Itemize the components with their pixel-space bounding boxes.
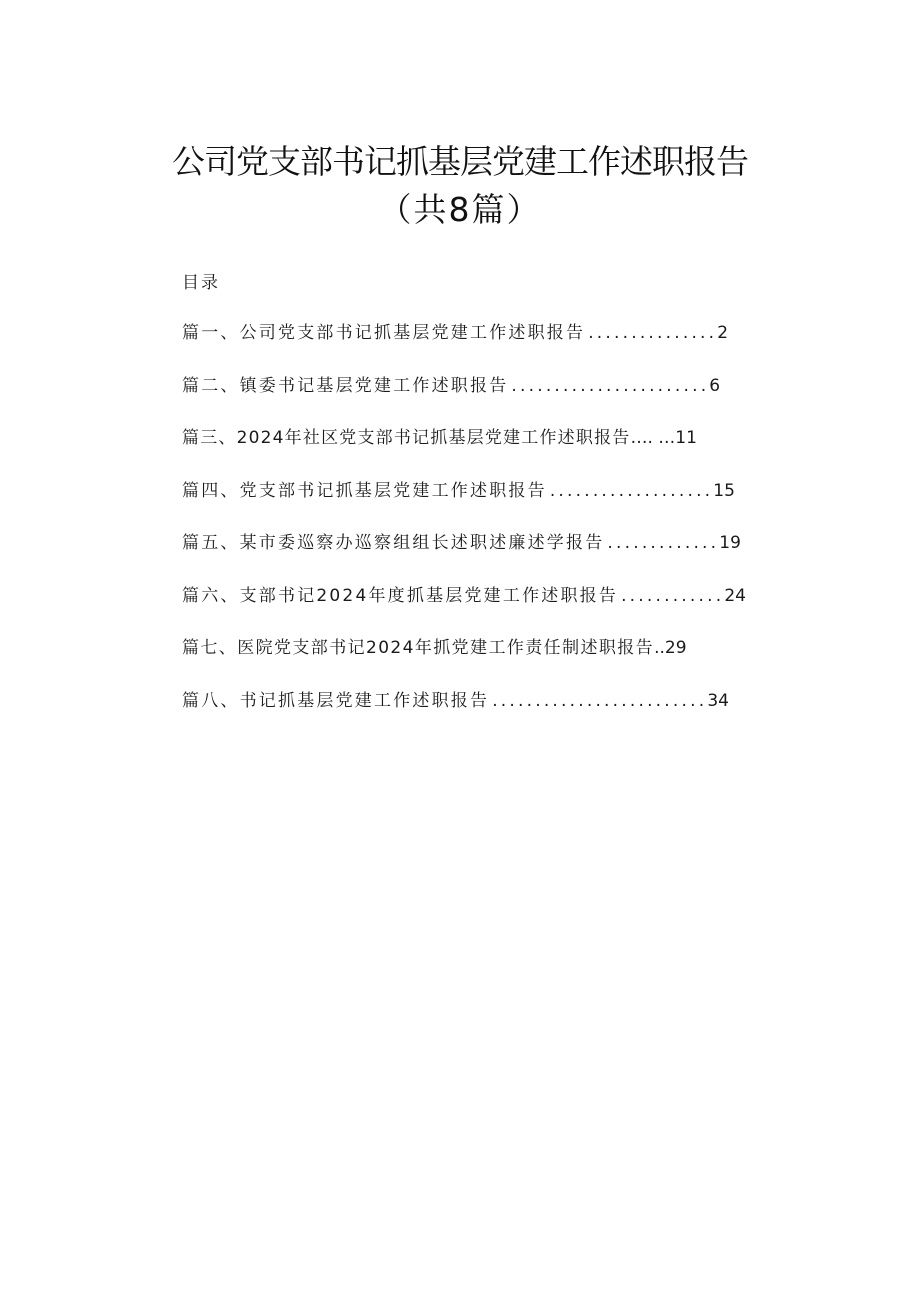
toc-leader-dots: ............... bbox=[588, 323, 718, 343]
toc-page-number: 6 bbox=[709, 375, 721, 396]
toc-entry-title: 篇四、党支部书记抓基层党建工作述职报告 bbox=[182, 480, 547, 501]
toc-entry-2[interactable] bbox=[182, 371, 777, 424]
toc-entry-6[interactable] bbox=[182, 581, 777, 634]
toc-entry-4[interactable] bbox=[182, 476, 777, 529]
toc-entry-5[interactable] bbox=[182, 528, 777, 581]
toc-entry-3[interactable] bbox=[182, 423, 777, 476]
document-title: 公司党支部书记抓基层党建工作述职报告 bbox=[172, 142, 748, 181]
toc-page-number: 29 bbox=[664, 638, 687, 658]
toc-entry-title: 篇一、公司党支部书记抓基层党建工作述职报告 bbox=[182, 323, 586, 343]
toc-leader-dots: …. … bbox=[630, 428, 676, 448]
toc-leader-dots: ............. bbox=[607, 533, 720, 553]
toc-leader-dots: .. bbox=[654, 638, 665, 658]
document-subtitle: （共8篇） bbox=[378, 190, 542, 229]
toc-leader-dots: ................... bbox=[549, 480, 714, 501]
toc-page-number: 11 bbox=[675, 428, 697, 448]
toc-page-number: 24 bbox=[724, 585, 746, 606]
toc-entry-7[interactable] bbox=[182, 633, 777, 686]
toc-entry-title: 篇八、书记抓基层党建工作述职报告 bbox=[182, 690, 490, 711]
toc-leader-dots: ....................... bbox=[511, 375, 710, 396]
toc-page-number: 15 bbox=[713, 480, 735, 501]
toc-entry-title: 篇六、支部书记2024年度抓基层党建工作述职报告 bbox=[182, 585, 619, 606]
toc-entry-title: 篇二、镇委书记基层党建工作述职报告 bbox=[182, 375, 509, 396]
toc-entry-title: 篇三、2024年社区党支部书记抓基层党建工作述职报告 bbox=[182, 428, 631, 448]
toc-page-number: 2 bbox=[717, 323, 729, 343]
toc-page-number: 34 bbox=[707, 690, 729, 711]
toc-entry-title: 篇五、某市委巡察办巡察组组长述职述廉述学报告 bbox=[182, 533, 605, 553]
toc-heading: 目录 bbox=[182, 273, 220, 293]
toc-entry-title: 篇七、医院党支部书记2024年抓党建工作责任制述职报告 bbox=[182, 638, 655, 658]
toc-page-number: 19 bbox=[719, 533, 741, 553]
toc-leader-dots: ......................... bbox=[492, 690, 708, 711]
toc-leader-dots: ............ bbox=[621, 585, 725, 606]
toc-entry-8[interactable] bbox=[182, 686, 777, 739]
toc-entry-1[interactable] bbox=[182, 318, 777, 371]
table-of-contents bbox=[182, 318, 777, 738]
